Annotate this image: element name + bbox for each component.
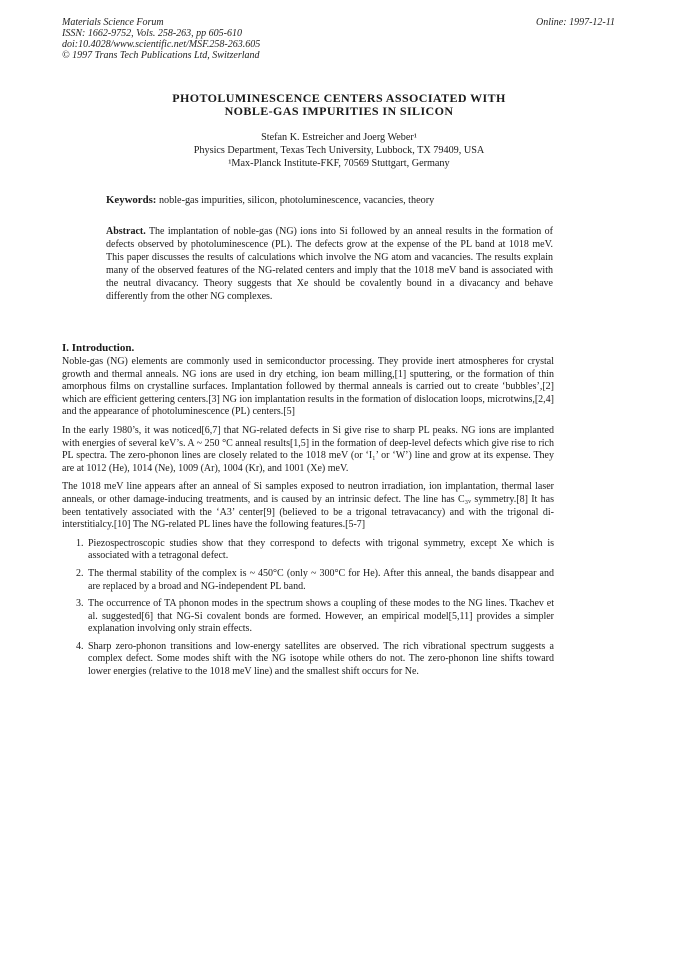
list-item: 4. Sharp zero-phonon transitions and low-energy satellites are observed. The rich vibrational spectrum suggests a complex defect. Some modes shift with the NG isotope while others do not. The zero-phonon line shifts toward lower energies (relative to the 1018 meV line) and the smallest shift occurs for Ne. <box>86 641 554 679</box>
paragraph-2: In the early 1980’s, it was noticed[6,7] that NG-related defects in Si give rise to sharp PL peaks. NG ions are implanted with energies of several keV’s. A ~ 250 °C anneal results[1,5] in the formation of deep-level defects which give rise to rich PL spectra. The zero-phonon lines are closely related to the 1018 meV (or ‘I₁’ or ‘W’) line and grow at its expense. They are at 1012 (He), 1014 (Ne), 1009 (Ar), 1004 (Kr), and 1001 (Xe) meV. <box>62 424 554 474</box>
keywords <box>106 194 556 206</box>
abstract-label: Abstract. <box>106 226 146 237</box>
introduction-section <box>62 342 554 684</box>
keywords-label: Keywords: <box>106 194 157 206</box>
affiliation-2: ¹Max-Planck Institute-FKF, 70569 Stuttgart, Germany <box>228 158 450 169</box>
copyright-line: © 1997 Trans Tech Publications Ltd, Switzerland <box>62 50 260 61</box>
abstract-text: The implantation of noble-gas (NG) ions into Si followed by an anneal results in the formation of defects observed by photoluminescence (PL). The defects grow at the expense of the PL band at 1018 meV. This paper discusses the results of calculations which involve the NG atom and vacancies. The results explain many of the observed features of the NG-related centers and imply that the 1018 meV band is associated with the neutral divacancy. Theory suggests that Xe should be covalently bound in a divacancy and behave differently from the other NG complexes. <box>106 226 554 302</box>
title-line-2: NOBLE-GAS IMPURITIES IN SILICON <box>224 104 454 118</box>
issn-line: ISSN: 1662-9752, Vols. 258-263, pp 605-610 <box>62 28 242 39</box>
affiliation-1: Physics Department, Texas Tech University, Lubbock, TX 79409, USA <box>193 145 485 156</box>
list-item: 3. The occurrence of TA phonon modes in the spectrum shows a coupling of these modes to the NG lines. Tkachev et al. suggested[6] that NG-Si covalent bonds are formed. However, an empirical model[5,11] provides a simpler explanation involving only strain effects. <box>86 598 554 636</box>
title-line-1: PHOTOLUMINESCENCE CENTERS ASSOCIATED WITH <box>172 91 506 105</box>
paragraph-1: Noble-gas (NG) elements are commonly used in semiconductor processing. They provide inert atmospheres for crystal growth and thermal anneals. NG ions are used in dry etching, ion beam milling,[1] sputtering, or the formation of thin amorphous films on crystalline surfaces. Implantation followed by thermal anneals is carried out to create ‘bubbles’,[2] which are efficient gettering centers.[3] NG ion implantation results in the formation of dislocation loops, microtwins,[2,4] and the appearance of photoluminescence (PL) centers.[5] <box>62 356 554 418</box>
abstract <box>106 226 553 303</box>
page-header <box>62 17 615 61</box>
author-block <box>60 131 618 170</box>
section-heading: I. Introduction. <box>62 342 135 354</box>
paragraph-3: The 1018 meV line appears after an anneal of Si samples exposed to neutron irradiation, ion implantation, thermal laser anneals, or other damage-inducing treatments, and is caused by an intrinsic defect. The line has C₃ᵥ symmetry.[8] It has been tentatively associated with the ‘A3’ center[9] (believed to be a trigonal tetravacancy) and with the trigonal di-interstitialcy.[10] The NG-related PL lines have the following features.[5-7] <box>62 481 554 531</box>
online-date: Online: 1997-12-11 <box>536 17 615 28</box>
keywords-text: noble-gas impurities, silicon, photoluminescence, vacancies, theory <box>158 195 435 206</box>
features-list <box>62 538 554 679</box>
list-item: 1. Piezospectroscopic studies show that they correspond to defects with trigonal symmetry, except Xe which is associated with a tetragonal defect. <box>86 538 554 563</box>
paper-title <box>60 92 618 118</box>
author-names: Stefan K. Estreicher and Joerg Weber¹ <box>261 132 417 143</box>
journal-name: Materials Science Forum <box>62 17 164 28</box>
list-item: 2. The thermal stability of the complex is ~ 450°C (only ~ 300°C for He). After this anneal, the bands disappear and are replaced by a broad and NG-independent PL band. <box>86 568 554 593</box>
doi-line[interactable]: doi:10.4028/www.scientific.net/MSF.258-263.605 <box>62 39 261 50</box>
